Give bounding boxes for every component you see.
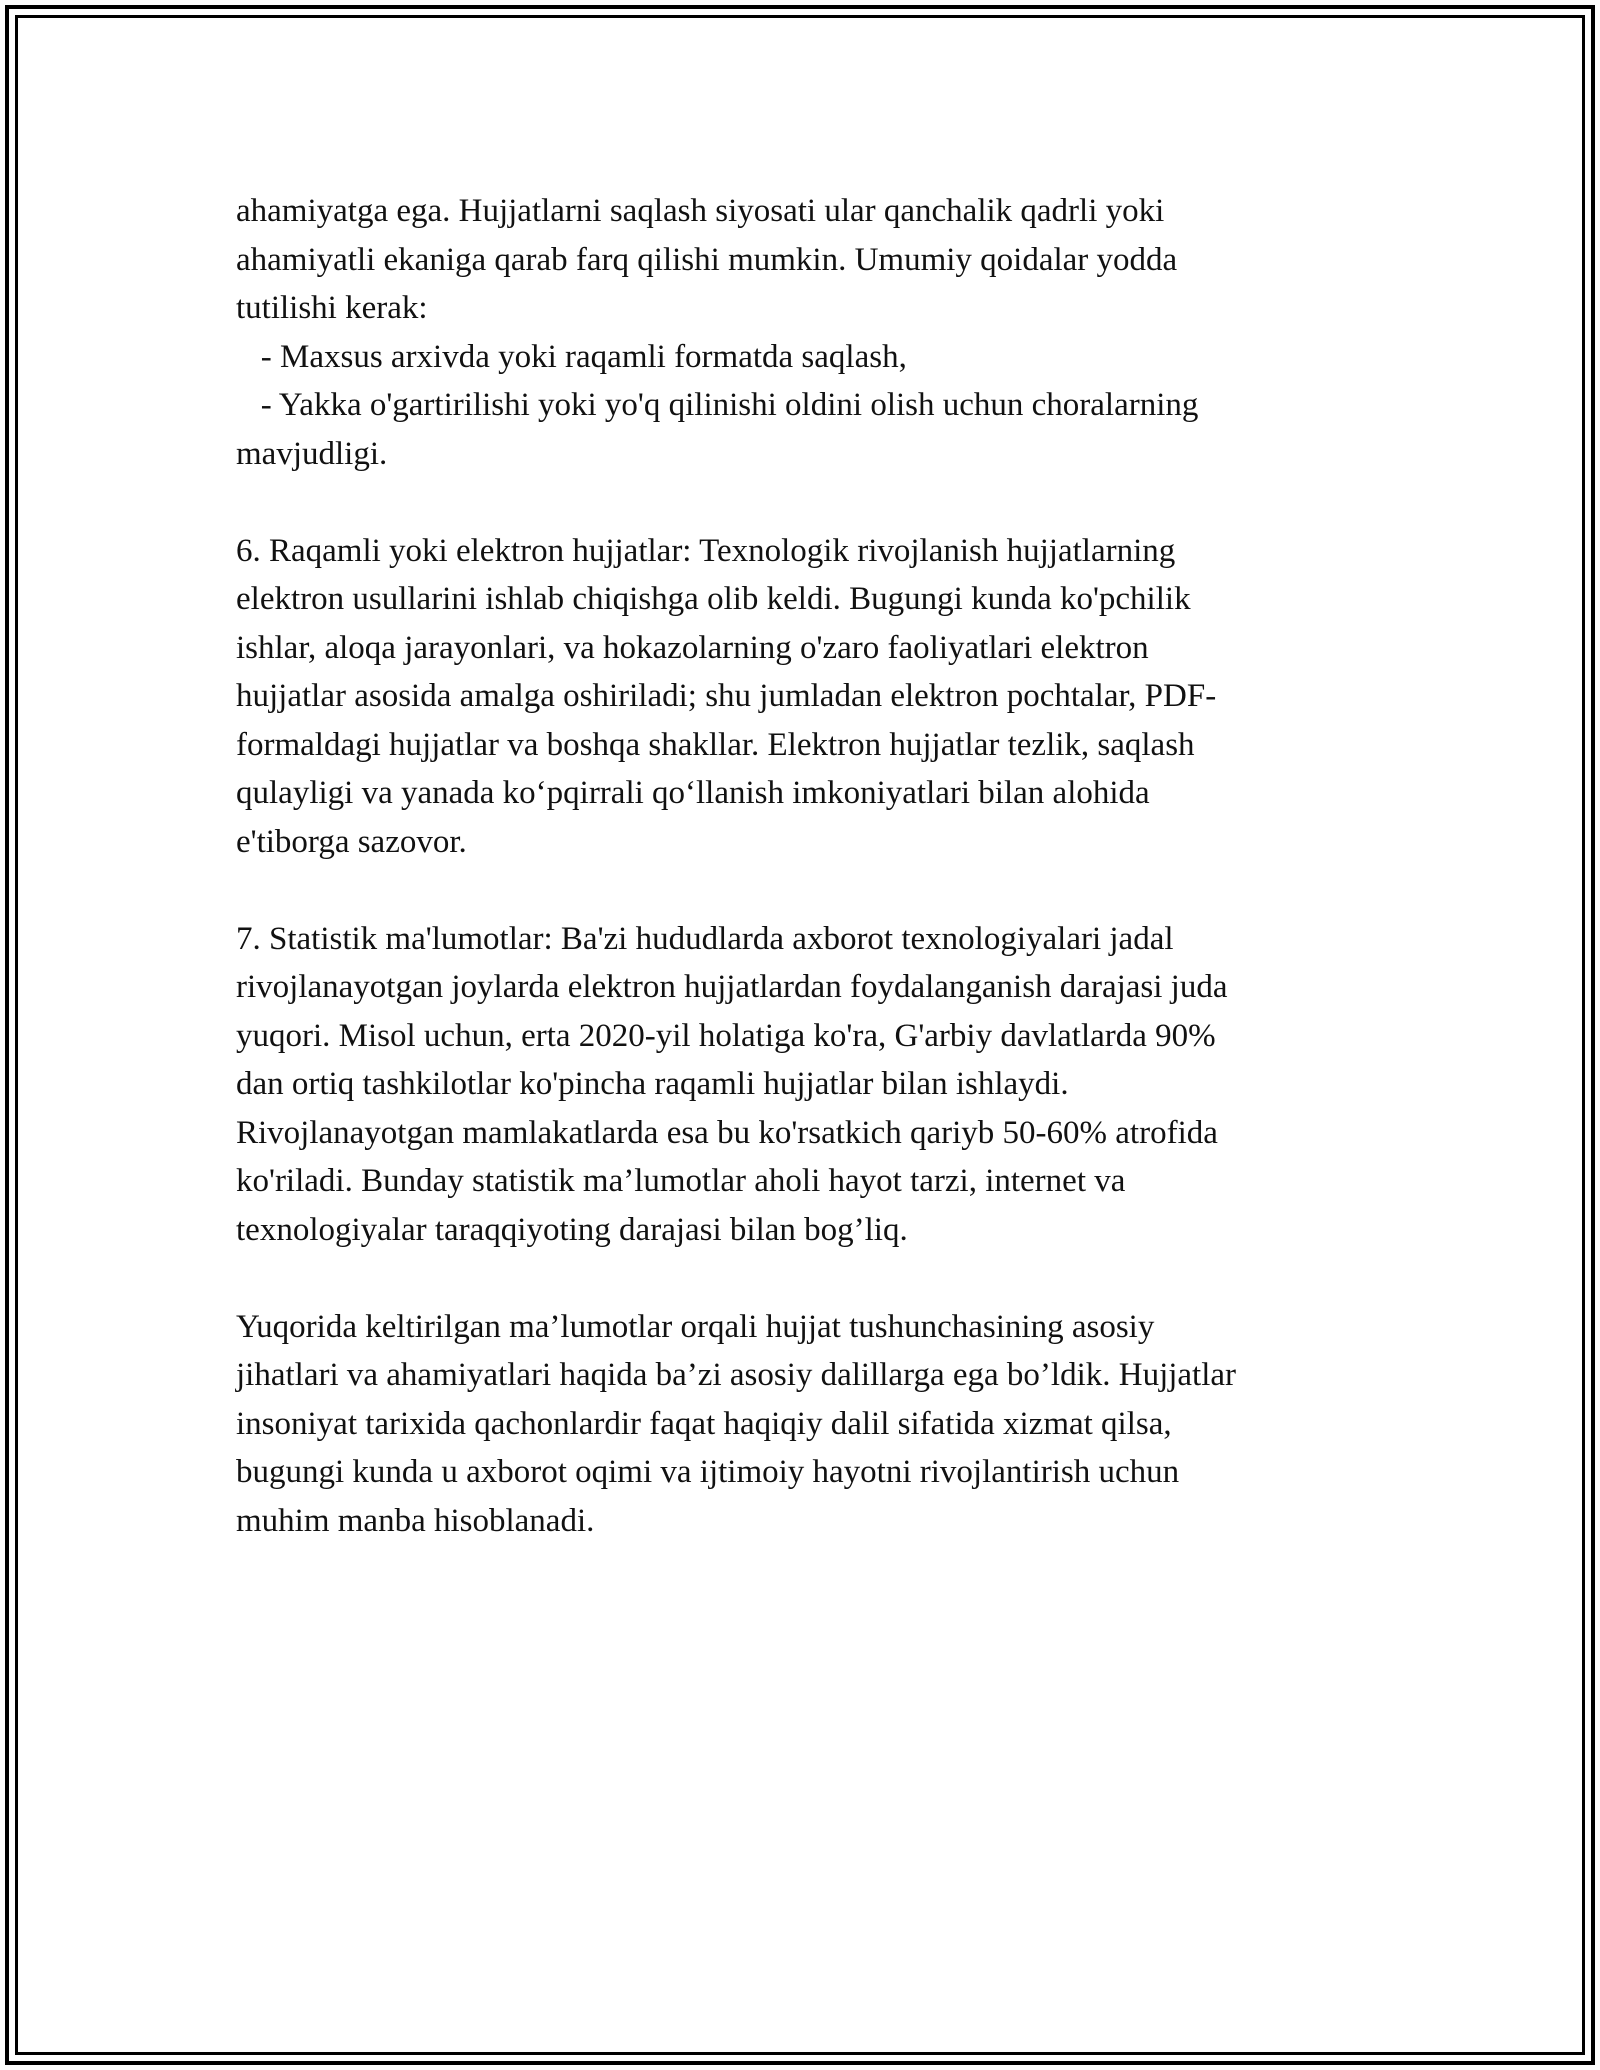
text-line: formaldagi hujjatlar va boshqa shakllar. Elektron hujjatlar tezlik, saqlash [236, 726, 1195, 763]
text-line: e'tiborga sazovor. [236, 823, 467, 860]
text-line: insoniyat tarixida qachonlardir faqat haqiqiy dalil sifatida xizmat qilsa, [236, 1405, 1172, 1442]
text-line: dan ortiq tashkilotlar ko'pincha raqamli hujjatlar bilan ishlaydi. [236, 1066, 1069, 1102]
paragraph-spacer [236, 478, 1386, 527]
text-line: jihatlari va ahamiyatlari haqida ba’zi asosiy dalillarga ega bo’ldik. Hujjatlar [236, 1357, 1237, 1393]
section-6-paragraph [236, 527, 1386, 867]
conclusion-paragraph [236, 1303, 1386, 1546]
text-line: elektron usullarini ishlab chiqishga olib keldi. Bugungi kunda ko'pchilik [236, 581, 1191, 617]
text-line: ishlar, aloqa jarayonlari, va hokazolarning o'zaro faoliyatlari elektron [236, 629, 1149, 666]
text-line: 6. Raqamli yoki elektron hujjatlar: Texnologik rivojlanish hujjatlarning [236, 532, 1176, 569]
text-line: 7. Statistik ma'lumotlar: Ba'zi hududlarda axborot texnologiyalari jadal [236, 920, 1174, 957]
text-line: bugungi kunda u axborot oqimi va ijtimoiy hayotni rivojlantirish uchun [236, 1454, 1180, 1490]
text-line: hujjatlar asosida amalga oshiriladi; shu jumladan elektron pochtalar, PDF- [236, 678, 1217, 714]
paragraph-spacer [236, 1254, 1386, 1303]
section-7-paragraph [236, 915, 1386, 1255]
text-line: qulayligi va yanada ko‘pqirrali qo‘llanish imkoniyatlari bilan alohida [236, 775, 1150, 811]
document-body [236, 187, 1386, 1545]
text-line: mavjudligi. [236, 435, 388, 472]
text-line: yuqori. Misol uchun, erta 2020-yil holatiga ko'ra, G'arbiy davlatlarda 90% [236, 1017, 1216, 1054]
text-line: Yuqorida keltirilgan ma’lumotlar orqali hujjat tushunchasining asosiy [236, 1308, 1155, 1345]
paragraph-spacer [236, 866, 1386, 915]
text-line: ko'riladi. Bunday statistik ma’lumotlar aholi hayot tarzi, internet va [236, 1163, 1126, 1199]
text-line: Rivojlanayotgan mamlakatlarda esa bu ko'rsatkich qariyb 50-60% atrofida [236, 1114, 1218, 1151]
text-line: texnologiyalar taraqqiyoting darajasi bilan bog’liq. [236, 1211, 908, 1248]
intro-paragraph [236, 187, 1386, 478]
text-line: ahamiyatga ega. Hujjatlarni saqlash siyosati ular qanchalik qadrli yoki [236, 193, 1165, 229]
list-item: - Yakka o'gartirilishi yoki yo'q qilinishi oldini olish uchun choralarning [236, 387, 1199, 423]
text-line: rivojlanayotgan joylarda elektron hujjatlardan foydalanganish darajasi juda [236, 969, 1228, 1005]
text-line: tutilishi kerak: [236, 290, 428, 326]
text-line: ahamiyatli ekaniga qarab farq qilishi mumkin. Umumiy qoidalar yodda [236, 241, 1178, 278]
text-line: muhim manba hisoblanadi. [236, 1502, 595, 1539]
list-item: - Maxsus arxivda yoki raqamli formatda saqlash, [236, 338, 907, 375]
